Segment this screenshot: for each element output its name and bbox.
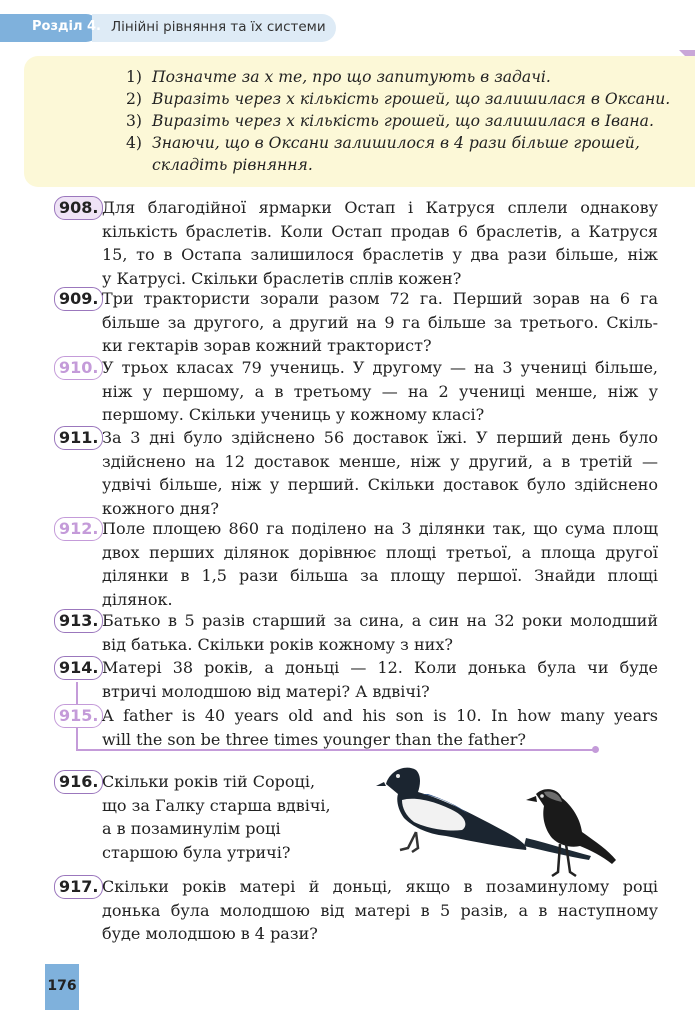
hint-text: складіть рівняння. bbox=[152, 156, 313, 174]
text-line: кількість браслетів. Коли Остап продав 6 браслетів, а Катруся bbox=[102, 221, 658, 241]
hint-number: 3) bbox=[126, 112, 143, 130]
text-line: старшою була утричі? bbox=[102, 842, 291, 862]
section-label: Розділ 4. bbox=[32, 19, 101, 34]
text-line: 15, то в Остапа залишилося браслетів у два рази більше, ніж bbox=[102, 245, 658, 265]
text-line: will the son be three times younger than the father? bbox=[102, 729, 526, 749]
problem-number: 911. bbox=[54, 426, 103, 450]
problem-number: 910. bbox=[54, 356, 103, 380]
text-line: Матері 38 років, а доньці — 12. Коли донька була чи буде bbox=[102, 658, 658, 677]
problem-text bbox=[102, 704, 658, 751]
text-line: у Катрусі. Скільки браслетів сплів кожен? bbox=[102, 268, 462, 288]
magpie-and-jackdaw-illustration bbox=[376, 756, 626, 884]
text-line: донька була молодшою від матері в 5 разів, а в наступному bbox=[102, 900, 658, 920]
problem-number: 909. bbox=[54, 287, 103, 311]
problem-number: 908. bbox=[54, 196, 103, 220]
page-header bbox=[0, 14, 336, 42]
hint-box bbox=[24, 56, 695, 187]
page-number: 176 bbox=[45, 964, 79, 1010]
hint-list bbox=[102, 66, 695, 176]
text-line: Три трактористи зорали разом 72 га. Перший зорав на 6 га bbox=[102, 289, 658, 308]
problem-text bbox=[102, 287, 658, 358]
text-line: від батька. Скільки років кожному з них? bbox=[102, 634, 453, 654]
text-line: Батько в 5 разів старший за сина, а син на 32 роки молодший bbox=[102, 611, 658, 630]
hint-text: Позначте за x те, про що запитують в задачі. bbox=[152, 68, 551, 86]
hint-number: 4) bbox=[126, 134, 143, 152]
problem-number: 916. bbox=[54, 770, 103, 794]
text-line: втричі молодшою від матері? А вдвічі? bbox=[102, 681, 430, 701]
hint-text: Виразіть через x кількість грошей, що залишилася в Івана. bbox=[152, 112, 654, 130]
problem-text bbox=[102, 656, 658, 703]
text-line: Скільки років матері й доньці, якщо в позаминулому році bbox=[102, 877, 658, 896]
problem-text bbox=[102, 875, 658, 946]
problem-text bbox=[102, 196, 658, 290]
text-line: більше за другого, а другий на 9 га більше за третього. Скіль- bbox=[102, 312, 658, 332]
text-line: двох перших ділянок дорівнює площі третьої, а площа другої bbox=[102, 542, 658, 562]
problem-number: 914. bbox=[54, 656, 103, 680]
text-line: ки гектарів зорав кожний тракторист? bbox=[102, 336, 432, 356]
text-line: першому. Скільки учениць у кожному класі? bbox=[102, 405, 485, 425]
text-line: A father is 40 years old and his son is 10. In how many years bbox=[102, 706, 658, 725]
text-line: що за Галку старша вдвічі, bbox=[102, 795, 331, 815]
problem-number: 917. bbox=[54, 875, 103, 899]
hint-item bbox=[102, 66, 695, 88]
text-line: удвічі більше, ніж у перший. Скільки доставок було здійснено bbox=[102, 475, 658, 495]
jackdaw-icon bbox=[526, 789, 616, 876]
problem-number: 912. bbox=[54, 517, 103, 541]
text-line: ніж у першому, а в третьому — на 2 учениці менше, ніж у bbox=[102, 381, 658, 401]
problem-text bbox=[102, 770, 392, 864]
hint-item bbox=[102, 110, 695, 132]
hint-item bbox=[102, 88, 695, 110]
text-line: буде молодшою в 4 рази? bbox=[102, 924, 318, 944]
text-line: ділянок. bbox=[102, 589, 173, 609]
text-line: ділянки в 1,5 рази більша за площу першої. Знайди площі bbox=[102, 566, 658, 586]
hint-text: Знаючи, що в Оксани залишилося в 4 рази більше грошей, bbox=[152, 134, 640, 152]
text-line: а в позаминулім році bbox=[102, 819, 281, 839]
text-line: Скільки років тій Сороці, bbox=[102, 772, 316, 791]
problem-text bbox=[102, 426, 658, 520]
text-line: За 3 дні було здійснено 56 доставок їжі. У перший день було bbox=[102, 428, 658, 447]
text-line: У трьох класах 79 учениць. У другому — на 3 учениці більше, bbox=[102, 358, 658, 377]
text-line: Для благодійної ярмарки Остап і Катруся сплели однакову bbox=[102, 198, 658, 217]
text-line: здійснено на 12 доставок менше, ніж у другий, а в третій — bbox=[102, 451, 658, 471]
hint-number: 1) bbox=[126, 68, 143, 86]
problem-text bbox=[102, 609, 658, 656]
problem-number: 913. bbox=[54, 609, 103, 633]
hint-item bbox=[102, 132, 695, 176]
hint-number: 2) bbox=[126, 90, 143, 108]
problem-text bbox=[102, 517, 658, 611]
chapter-title: Лінійні рівняння та їх системи bbox=[111, 19, 326, 35]
problem-number: 915. bbox=[54, 704, 103, 728]
text-line: кожного дня? bbox=[102, 498, 219, 518]
hint-text: Виразіть через x кількість грошей, що залишилася в Оксани. bbox=[152, 90, 671, 108]
problem-text bbox=[102, 356, 658, 427]
text-line: Поле площею 860 га поділено на 3 ділянки так, що сума площ bbox=[102, 519, 658, 538]
